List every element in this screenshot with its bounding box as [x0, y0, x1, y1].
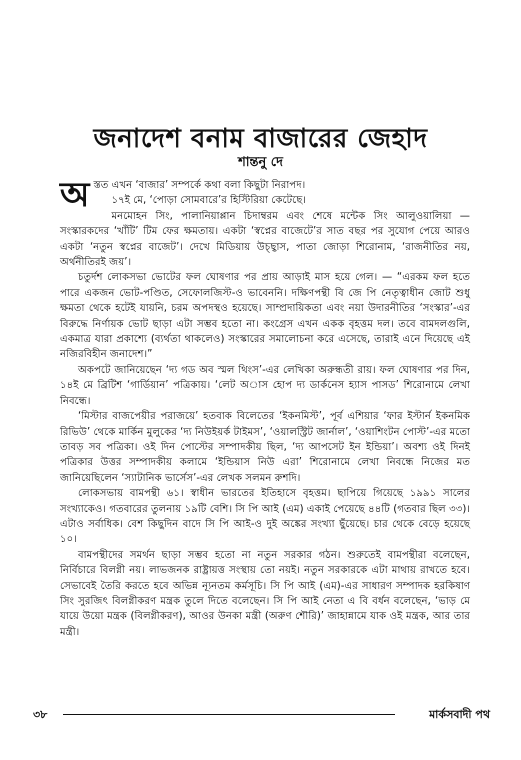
paragraph-7: লোকসভায় বামপন্থী ৬১। স্বাধীন ভারতের ইতিহাসে বৃহত্তম। ছাপিয়ে গিয়েছে ১৯৯১ সালের সংখ্যাকেও। গতবারের তুলনায় ১৯টি বেশি। সি পি আই (এম) একাই পেয়েছে ৪৪টি (গতবার ছিল ৩৩)। এটাও সর্বাধিক। বেশ কিছুদিন বাদে সি পি আই-ও দুই অঙ্কের সংখ্যা ছুঁয়েছে। চার থেকে বেড়ে হয়েছে ১০।	[60, 488, 470, 546]
paragraph-6: ‘মিস্টার বাজপেয়ীর পরাজয়ে’ হতবাক বিলেতের ‘ইকনমিস্ট’, পূর্ব এশিয়ার ‘ফার ইস্টার্ন ইকনমিক রিভিউ’ থেকে মার্কিন মুলুকের ‘দ্য নিউইয়র্ক টাইমস’, ‘ওয়ালস্ট্রিট জার্নাল’, ‘ওয়াশিংটন পোস্ট’-এর মতো তাবড় সব পত্রিকা। ওই দিন পোস্টের সম্পাদকীয় ছিল, ‘দ্য আপসেট ইন ইন্ডিয়া’। অবশ্য ওই দিনই পত্রিকার উত্তর সম্পাদকীয় কলামে ‘ইন্ডিয়াস নিউ এরা’ শিরোনামে লেখা নিবন্ধে নিজের মত জানিয়েছিলেন ‘স্যাটানিক ভার্সেস’-এর লেখক সলমন রুশদি।	[60, 411, 470, 484]
journal-name: মার্কসবাদী পথ	[425, 706, 490, 725]
article-title: জনাদেশ বনাম বাজারের জেহাদ	[93, 124, 428, 154]
drop-cap: অ	[60, 175, 90, 215]
paragraph-5: অকপটে জানিয়েছেন ‘দ্য গড অব স্মল থিংস’-এর লেখিকা অরুন্ধতী রায়। ফল ঘোষণার পর দিন, ১৪ই মে ব্রিটিশ ‘গার্ডিয়ান’ পত্রিকায়। ‘লেট অাস হোপ দ্য ডার্কনেস হ্যাস পাসড’ শিরোনামে লেখা নিবন্ধে।	[60, 364, 470, 407]
paragraph-2: ১৭ই মে, ‘পোড়া সোমবারে’র হিস্টিরিয়া কেটেছে।	[111, 195, 307, 207]
article-body	[60, 175, 470, 640]
paragraph-8: বামপন্থীদের সমর্থন ছাড়া সম্ভব হতো না নতুন সরকার গঠন। শুরুতেই বামপন্থীরা বলেছেন, নির্বিচারে বিলগ্নী নয়। লাভজনক রাষ্ট্রায়ত্ত সংস্থায় তো নয়ই। নতুন সরকারকে এটা মাথায় রাখতে হবে। সেভাবেই তৈরি করতে হবে অভিন্ন ন্যূনতম কর্মসূচি। সি পি আই (এম)-এর সাধারণ সম্পাদক হরকিষাণ সিং সুরজিৎ বিলগ্নীকরণ মন্ত্রক তুলে দিতে বলেছেন। সি পি আই নেতা এ বি বর্ধন বলেছেন, ‘ভাড় মে যায়ে উয়ো মন্ত্রক (বিলগ্নীকরণ), আওর উনকা মন্ত্রী (অরুণ শৌরি)’ জাহান্নামে যাক ওই মন্ত্রক, আর তার মন্ত্রী।	[60, 549, 470, 638]
footer-rule	[63, 714, 395, 715]
page-footer	[33, 706, 490, 722]
paragraph-text: স্তত এখন ‘বাজার’ সম্পর্কে কথা বলা কিছুটা নিরাপদ।	[93, 180, 306, 191]
article-author: শান্তনু দে	[238, 155, 283, 170]
paragraph-3: মনমোহন সিং, পালানিয়াপ্পান চিদাম্বরম এবং শেষে মন্টেক সিং আলুওয়ালিয়া — সংস্কারকদের ‘খাঁটি’ টিম ফের ক্ষমতায়। একটা ‘স্বপ্নের বাজেটে’র সাত বছর পর সুযোগ পেয়ে আরও একটা ‘নতুন স্বপ্নের বাজেট’। দেখে মিডিয়ায় উচ্ছ্বাস, পাতা জোড়া শিরোনাম, ‘রাজনীতির নয়, অর্থনীতিরই জয়’।	[60, 210, 470, 269]
page-number: ৩৮	[33, 706, 47, 725]
paragraph-4: চতুর্দশ লোকসভা ভোটের ফল ঘোষণার পর প্রায় আড়াই মাস হয়ে গেল। — “এরকম ফল হতে পারে একজন ভোট-পণ্ডিত, সেফোলজিস্ট-ও ভাবেননি। দক্ষিণপন্থী বি জে পি নেতৃত্বাধীন জোট শুধু ক্ষমতা থেকে হটেই যায়নি, চরম অপদস্থও হয়েছে। সাম্প্রদায়িকতা এবং নয়া উদারনীতির ‘সংস্কার’-এর বিরুদ্ধে নির্ণায়ক ভোট ছাড়া এটা সম্ভব হতো না। কংগ্রেস এখন একক বৃহত্তম দল। তবে বামদলগুলি, একমাত্র যারা প্রকাশ্যে (ব্যর্থতা থাকলেও) সংস্কারের সমালোচনা করে এসেছে, তারাই এনে দিয়েছে এই নজিরবিহীন জনাদেশ।”	[60, 272, 470, 361]
